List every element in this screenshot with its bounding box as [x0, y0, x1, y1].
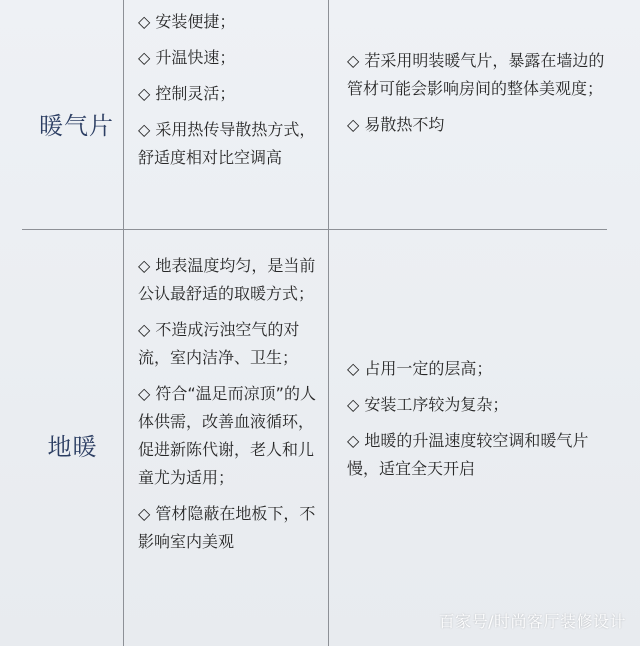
row-label: 暖气片 [39, 112, 114, 140]
list-item: ◇ 若采用明装暖气片，暴露在墙边的管材可能会影响房间的整体美观度； [347, 51, 605, 98]
list-item: ◇ 占用一定的层高； [347, 359, 493, 378]
advantages-cell [138, 252, 322, 564]
list-item: ◇ 管材隐蔽在地板下，不影响室内美观 [138, 504, 316, 551]
list-item: ◇ 升温快速； [138, 48, 236, 67]
list-item: ◇ 地暖的升温速度较空调和暖气片慢，适宜全天开启 [347, 431, 589, 478]
list-item: ◇ 不造成污浊空气的对流，室内洁净、卫生； [138, 320, 300, 367]
list-item: ◇ 安装便捷； [138, 12, 236, 31]
list-item: ◇ 安装工序较为复杂； [347, 395, 509, 414]
disadvantages-cell [347, 355, 605, 491]
advantages-cell [138, 8, 322, 180]
list-item: ◇ 易散热不均 [347, 115, 445, 134]
list-item: ◇ 地表温度均匀，是当前公认最舒适的取暖方式； [138, 256, 316, 303]
row-label: 地暖 [47, 432, 98, 461]
list-item: ◇ 符合“温足而凉顶”的人体供需，改善血液循环，促进新陈代谢，老人和儿童尤为适用； [138, 384, 316, 487]
watermark: 百家号/时尚客厅装修设计 [438, 612, 626, 631]
table-row-radiator [0, 0, 640, 229]
table-row-floor-heating [0, 230, 640, 646]
row-label-cell [22, 0, 123, 229]
list-item: ◇ 采用热传导散热方式，舒适度相对比空调高 [138, 120, 316, 167]
row-label-cell [22, 230, 123, 646]
disadvantages-cell [347, 47, 605, 147]
list-item: ◇ 控制灵活； [138, 84, 236, 103]
